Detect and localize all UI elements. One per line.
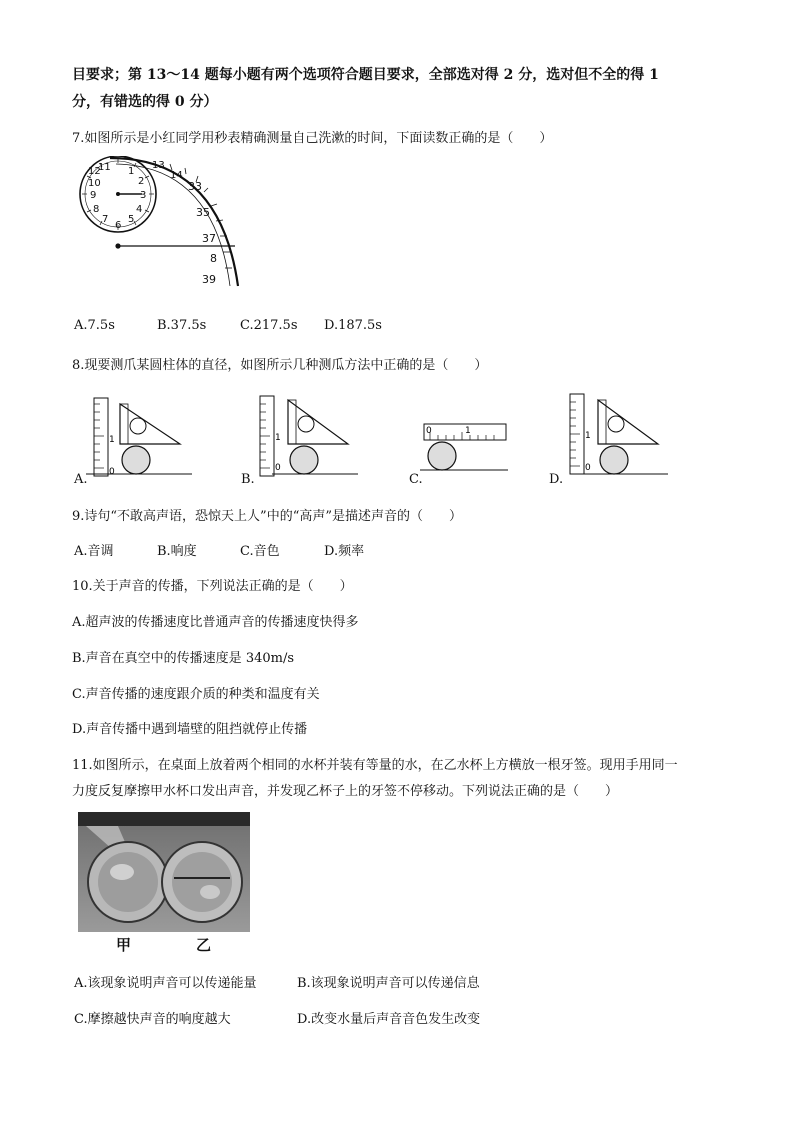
instructions-line-1: 目要求；第 13～14 题每小题有两个选项符合题目要求，全部选对得 2 分，选对但不全的得 1 <box>72 67 659 83</box>
ruler-tick-label: 1 <box>275 433 281 443</box>
q9-option-a: A.音调 <box>74 544 114 559</box>
q10-option-d: D.声音传播中遇到墙壁的阻挡就停止传播 <box>72 722 308 737</box>
measure-method-a-figure <box>86 390 196 480</box>
q9-stem: 9.诗句“不敢高声语，恐惊天上人”中的“高声”是描述声音的（ ） <box>72 509 462 524</box>
q11-option-a: A.该现象说明声音可以传递能量 <box>74 976 257 991</box>
measure-method-c-figure <box>420 420 510 480</box>
ruler-tick-label: 0 <box>426 426 432 436</box>
ruler-tick-label: 0 <box>585 463 591 473</box>
second-tick-label: 33 <box>188 180 202 193</box>
q7-stem: 7.如图所示是小红同学用秒表精确测量自己洗漱的时间，下面读数正确的是（ ） <box>72 131 553 146</box>
stopwatch-figure <box>70 156 260 296</box>
q7-option-d: D.187.5s <box>324 318 382 333</box>
instructions-line-2: 分，有错选的得 0 分） <box>72 94 218 110</box>
ruler-tick-label: 0 <box>275 463 281 473</box>
second-tick-label: 37 <box>202 232 216 245</box>
minute-tick-label: 4 <box>136 204 143 215</box>
q11-option-d: D.改变水量后声音音色发生改变 <box>297 1012 481 1027</box>
q7-option-b: B.37.5s <box>157 318 207 333</box>
minute-tick-label: 6 <box>115 220 122 231</box>
measure-method-d-figure <box>562 388 672 480</box>
minute-tick-label: 12 <box>88 166 101 177</box>
q10-stem: 10.关于声音的传播，下列说法正确的是（ ） <box>72 579 353 594</box>
minute-tick-label: 10 <box>88 178 101 189</box>
minute-tick-label: 11 <box>98 162 111 173</box>
water-glasses-photo <box>78 812 250 954</box>
minute-tick-label: 14 <box>170 170 183 181</box>
ruler-tick-label: 1 <box>585 431 591 441</box>
q7-option-c: C.217.5s <box>240 318 298 333</box>
q7-option-a: A.7.5s <box>74 318 115 333</box>
minute-tick-label: 5 <box>128 214 135 225</box>
ruler-tick-label: 0 <box>109 467 115 477</box>
q10-option-a: A.超声波的传播速度比普通声音的传播速度快得多 <box>72 615 359 630</box>
q11-option-c: C.摩擦越快声音的响度越大 <box>74 1012 231 1027</box>
q10-option-b: B.声音在真空中的传播速度是 340m/s <box>72 651 295 666</box>
second-tick-label: 35 <box>196 206 210 219</box>
photo-label-jia: 甲 <box>116 936 132 954</box>
q9-option-d: D.频率 <box>324 544 365 559</box>
minute-tick-label: 9 <box>90 190 97 201</box>
second-tick-label: 8 <box>210 252 217 265</box>
q11-option-b: B.该现象说明声音可以传递信息 <box>297 976 480 991</box>
minute-tick-label: 7 <box>102 214 109 225</box>
q9-option-b: B.响度 <box>157 544 197 559</box>
q11-stem-line-1: 11.如图所示，在桌面上放着两个相同的水杯并装有等量的水，在乙水杯上方横放一根牙签。现用手用同一 <box>72 758 678 773</box>
q11-stem-line-2: 力度反复摩擦甲水杯口发出声音，并发现乙杯子上的牙签不停移动。下列说法正确的是（ ） <box>72 784 619 799</box>
minute-tick-label: 8 <box>93 204 100 215</box>
photo-label-yi: 乙 <box>196 936 212 954</box>
q9-option-c: C.音色 <box>240 544 280 559</box>
minute-tick-label: 2 <box>138 176 145 187</box>
q8-option-a: A. <box>74 472 88 487</box>
ruler-tick-label: 1 <box>109 435 115 445</box>
measure-method-b-figure <box>252 390 362 480</box>
second-tick-label: 39 <box>202 273 216 286</box>
minute-tick-label: 13 <box>152 160 165 171</box>
minute-tick-label: 1 <box>128 166 135 177</box>
ruler-tick-label: 1 <box>465 426 471 436</box>
q8-option-b: B. <box>241 472 255 487</box>
q8-stem: 8.现要测爪某圆柱体的直径，如图所示几种测瓜方法中正确的是（ ） <box>72 358 488 373</box>
minute-tick-label: 3 <box>140 190 147 201</box>
q10-option-c: C.声音传播的速度跟介质的种类和温度有关 <box>72 687 320 702</box>
q8-option-d: D. <box>549 472 564 487</box>
q8-option-c: C. <box>409 472 423 487</box>
